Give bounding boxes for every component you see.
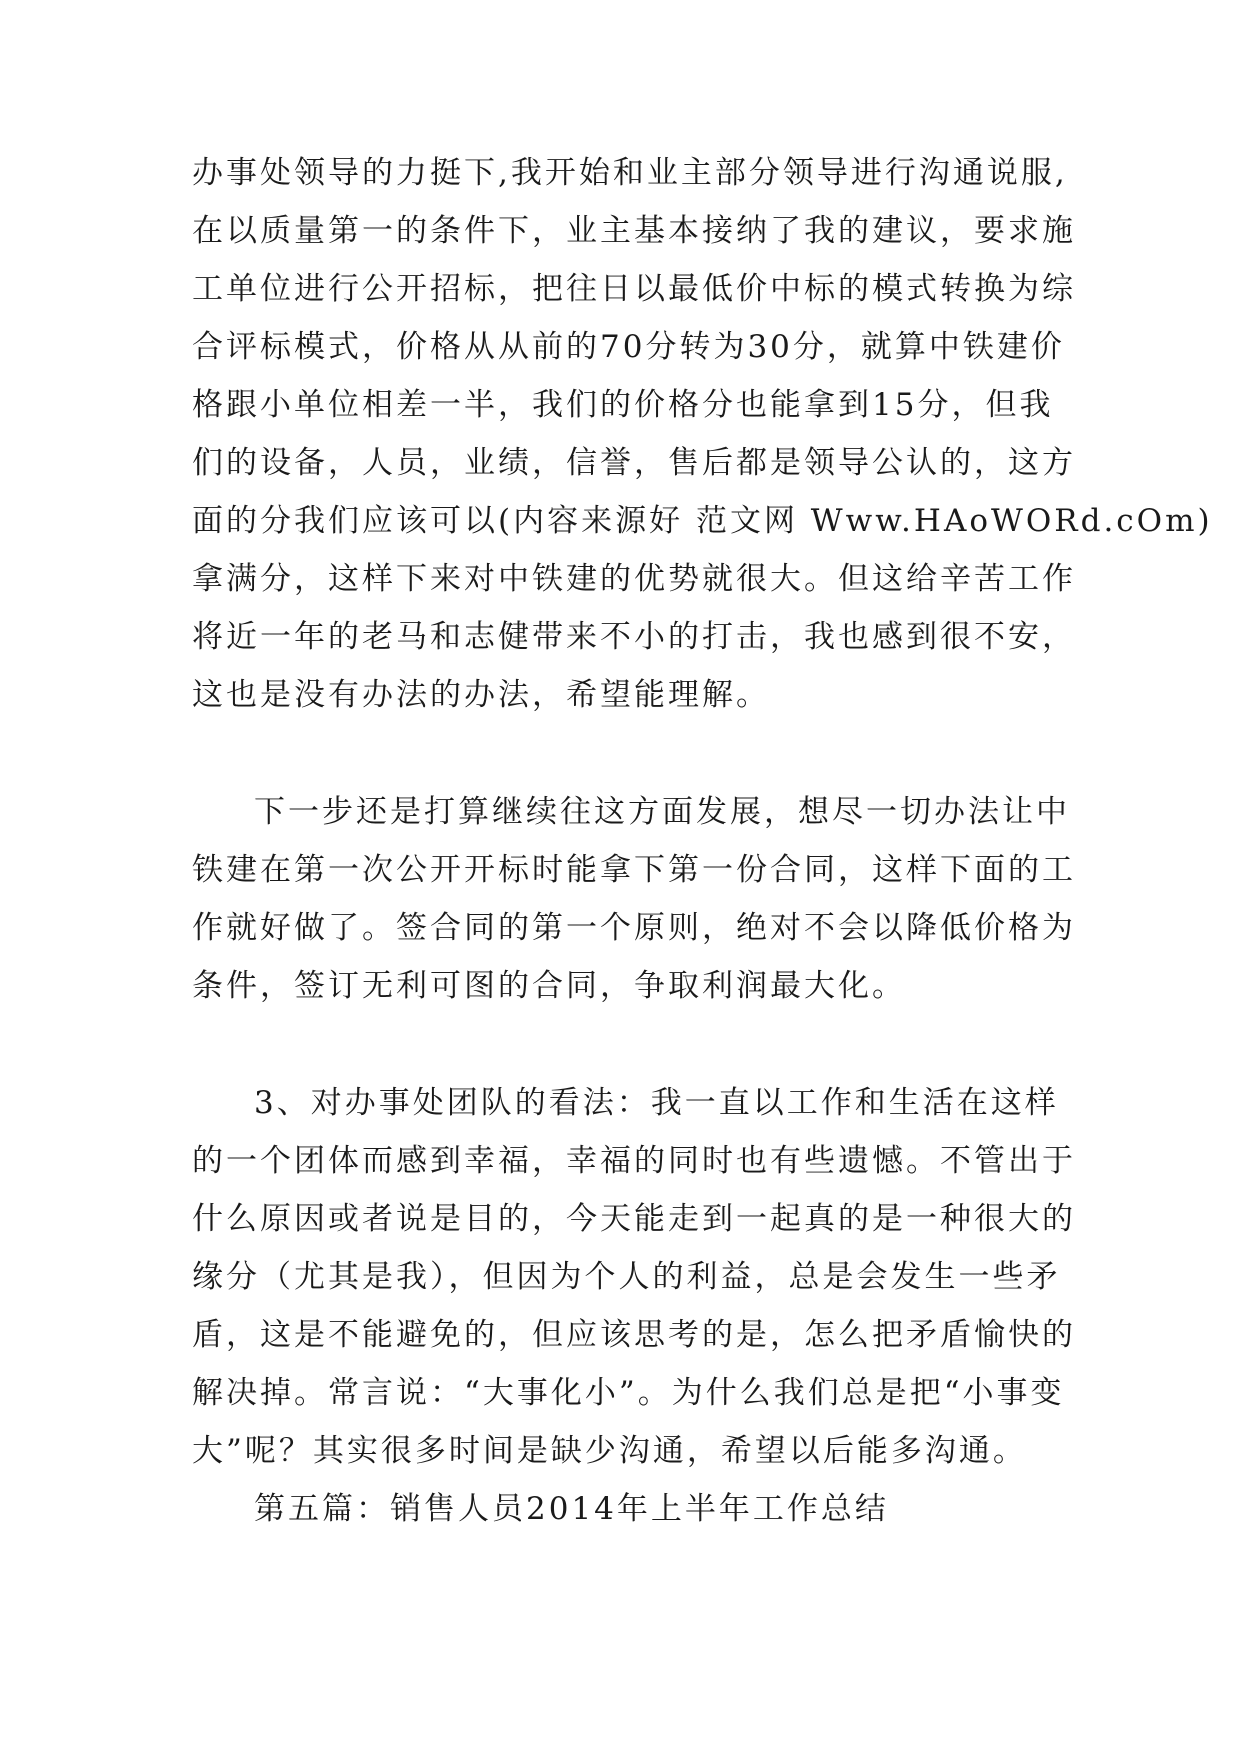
paragraph-line: 下一步还是打算继续往这方面发展，想尽一切办法让中 bbox=[254, 794, 1070, 830]
paragraph-line: 3、对办事处团队的看法：我一直以工作和生活在这样 bbox=[254, 1085, 1059, 1121]
paragraph-line: 办事处领导的力挺下,我开始和业主部分领导进行沟通说服, bbox=[192, 155, 1068, 191]
paragraph-line: 工单位进行公开招标，把往日以最低价中标的模式转换为综 bbox=[192, 271, 1076, 307]
paragraph-line: 拿满分，这样下来对中铁建的优势就很大。但这给辛苦工作 bbox=[192, 561, 1076, 597]
paragraph-line: 缘分（尤其是我），但因为个人的利益，总是会发生一些矛 bbox=[192, 1259, 1061, 1295]
paragraph-line: 的一个团体而感到幸福，幸福的同时也有些遗憾。不管出于 bbox=[192, 1143, 1076, 1179]
paragraph-line: 盾，这是不能避免的，但应该思考的是，怎么把矛盾愉快的 bbox=[192, 1317, 1076, 1353]
paragraph-line: 将近一年的老马和志健带来不小的打击，我也感到很不安， bbox=[192, 619, 1076, 655]
paragraph-line: 条件，签订无利可图的合同，争取利润最大化。 bbox=[192, 968, 906, 1004]
paragraph-line: 合评标模式，价格从从前的70分转为30分，就算中铁建价 bbox=[192, 329, 1065, 365]
paragraph-line: 作就好做了。签合同的第一个原则，绝对不会以降低价格为 bbox=[192, 910, 1076, 946]
section-heading: 第五篇：销售人员2014年上半年工作总结 bbox=[254, 1491, 889, 1527]
paragraph-line: 格跟小单位相差一半，我们的价格分也能拿到15分，但我 bbox=[192, 387, 1054, 423]
paragraph-line: 们的设备，人员，业绩，信誉，售后都是领导公认的，这方 bbox=[192, 445, 1076, 481]
paragraph-line: 大”呢？其实很多时间是缺少沟通，希望以后能多沟通。 bbox=[192, 1433, 1027, 1469]
paragraph-line: 铁建在第一次公开开标时能拿下第一份合同，这样下面的工 bbox=[192, 852, 1076, 888]
paragraph-line: 这也是没有办法的办法，希望能理解。 bbox=[192, 677, 770, 713]
paragraph-line: 面的分我们应该可以(内容来源好 范文网 Www.HAoWORd.cOm) bbox=[192, 503, 1213, 539]
paragraph-line: 什么原因或者说是目的，今天能走到一起真的是一种很大的 bbox=[192, 1201, 1076, 1237]
paragraph-line: 在以质量第一的条件下，业主基本接纳了我的建议，要求施 bbox=[192, 213, 1076, 249]
paragraph-line: 解决掉。常言说：“大事化小”。为什么我们总是把“小事变 bbox=[192, 1375, 1065, 1411]
